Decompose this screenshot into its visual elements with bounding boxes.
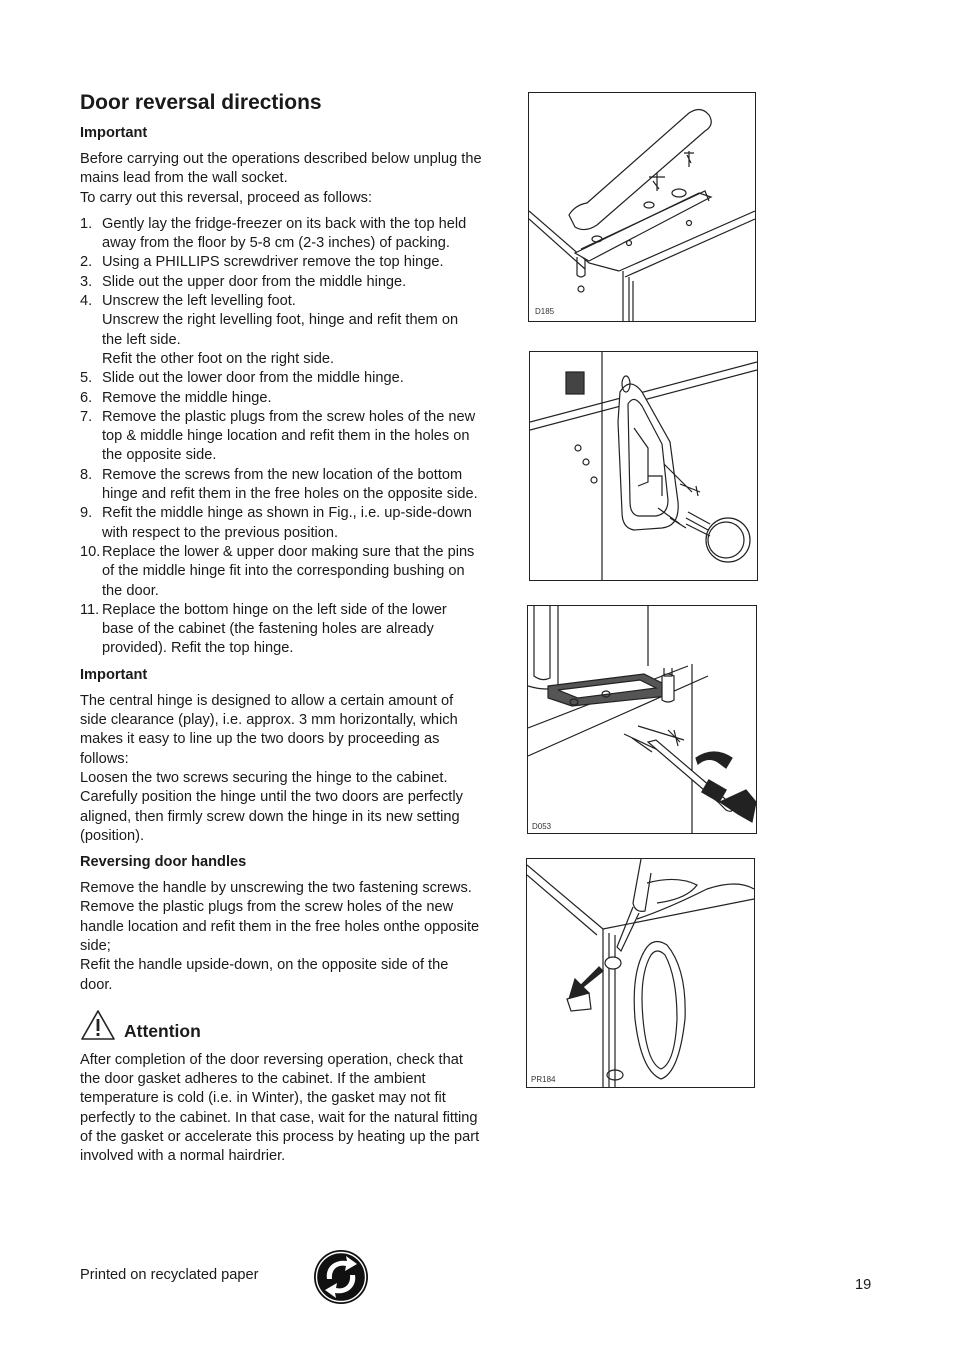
step-item — [80, 543, 482, 601]
central-hinge-text — [80, 692, 482, 846]
step-text: Unscrew the left levelling foot. — [102, 293, 296, 310]
step-number: 2. — [80, 254, 93, 271]
central-hinge-line: The central hinge is designed to allow a certain amount of side clearance (play), i.e. approx. 3 mm horizontally, which makes it easy to line up the two doors by proceeding as follows: — [80, 692, 458, 767]
step-item — [80, 253, 482, 272]
step-item — [80, 292, 482, 369]
step-text: Remove the screws from the new location of the bottom hinge and refit them in the free holes on the opposite side. — [102, 466, 478, 503]
warning-triangle-icon — [80, 1009, 116, 1041]
step-item — [80, 215, 482, 254]
figure-code-d185: D185 — [535, 307, 555, 316]
handles-text — [80, 879, 482, 995]
step-text: Remove the middle hinge. — [102, 389, 272, 406]
handles-line: Refit the handle upside-down, on the opposite side of the door. — [80, 957, 449, 993]
figure-top-hinge — [528, 92, 756, 322]
step-item — [80, 466, 482, 505]
bottom-hinge-drawing — [528, 606, 756, 833]
middle-hinge-drawing — [530, 352, 757, 580]
step-item — [80, 369, 482, 388]
step-number: 5. — [80, 370, 93, 387]
intro-line: To carry out this reversal, proceed as follows: — [80, 189, 372, 206]
figure-door-handle — [526, 858, 755, 1088]
step-number: 1. — [80, 215, 93, 232]
important-heading-1: Important — [80, 125, 148, 141]
step-text: Gently lay the fridge-freezer on its back with the top held away from the floor by 5-8 cm (2-3 inches) of packing. — [102, 215, 467, 252]
door-handle-drawing — [527, 859, 754, 1087]
recycling-green-dot-icon — [313, 1249, 369, 1305]
step-number: 4. — [80, 293, 93, 310]
step-number: 11. — [80, 601, 100, 618]
step-text: Slide out the lower door from the middle hinge. — [102, 370, 404, 387]
step-text: Slide out the upper door from the middle hinge. — [102, 273, 407, 290]
step-item — [80, 273, 482, 292]
important-heading-2: Important — [80, 666, 148, 683]
step-item — [80, 408, 482, 466]
page-title: Door reversal directions — [80, 91, 322, 114]
step-item — [80, 504, 482, 543]
step-text: Using a PHILLIPS screwdriver remove the top hinge. — [102, 254, 444, 271]
handles-heading: Reversing door handles — [80, 854, 247, 871]
handles-line: Remove the handle by unscrewing the two fastening screws. — [80, 880, 472, 897]
figure-code-pr184: PR184 — [531, 1075, 556, 1084]
step-text: Refit the other foot on the right side. — [102, 350, 335, 367]
step-text: Remove the plastic plugs from the screw holes of the new top & middle hinge location and refit them in the holes on the opposite side. — [102, 408, 476, 464]
figure-middle-hinge — [529, 351, 758, 581]
top-hinge-drawing — [529, 93, 755, 321]
step-text: Replace the lower & upper door making sure that the pins of the middle hinge fit into the corresponding bushing on the door. — [102, 543, 475, 599]
step-text: Replace the bottom hinge on the left side of the lower base of the cabinet (the fastening holes are already provided). Refit the top hinge. — [102, 601, 447, 657]
attention-title: Attention — [124, 1020, 201, 1041]
figure-bottom-hinge — [527, 605, 757, 834]
step-number: 3. — [80, 273, 93, 290]
attention-text: After completion of the door reversing operation, check that the door gasket adheres to the cabinet. If the ambient temperature is cold (i.e. in Winter), the gasket may not fit perfectly to the cabinet. In that case, wait for the natural fitting of the gasket or accelerate this process by heating up the part involved with a normal hairdrier. — [80, 1051, 480, 1165]
step-number: 7. — [80, 408, 93, 425]
step-number: 10. — [80, 543, 101, 560]
central-hinge-line: Loosen the two screws securing the hinge to the cabinet. — [80, 769, 448, 786]
footer-note: Printed on recyclated paper — [80, 1267, 259, 1283]
central-hinge-line: Carefully position the hinge until the two doors are perfectly aligned, then firmly screw down the hinge in its new setting (position). — [80, 789, 463, 844]
step-number: 8. — [80, 466, 93, 483]
page-number: 19 — [855, 1277, 872, 1293]
attention-header — [80, 1009, 482, 1041]
figure-code-d053: D053 — [532, 822, 552, 831]
step-text: Refit the middle hinge as shown in Fig., i.e. up-side-down with respect to the previous position. — [102, 505, 472, 541]
steps-list — [80, 215, 482, 659]
step-text: Unscrew the right levelling foot, hinge and refit them on the left side. — [102, 312, 459, 348]
intro-text — [80, 150, 482, 208]
step-item — [80, 389, 482, 408]
text-column — [80, 90, 482, 1167]
handles-line: Remove the plastic plugs from the screw holes of the new handle location and refit them in the free holes onthe opposite side; — [80, 899, 480, 954]
step-number: 9. — [80, 505, 93, 522]
intro-line: Before carrying out the operations described below unplug the mains lead from the wall socket. — [80, 151, 482, 187]
step-item — [80, 601, 482, 659]
step-number: 6. — [80, 389, 93, 406]
